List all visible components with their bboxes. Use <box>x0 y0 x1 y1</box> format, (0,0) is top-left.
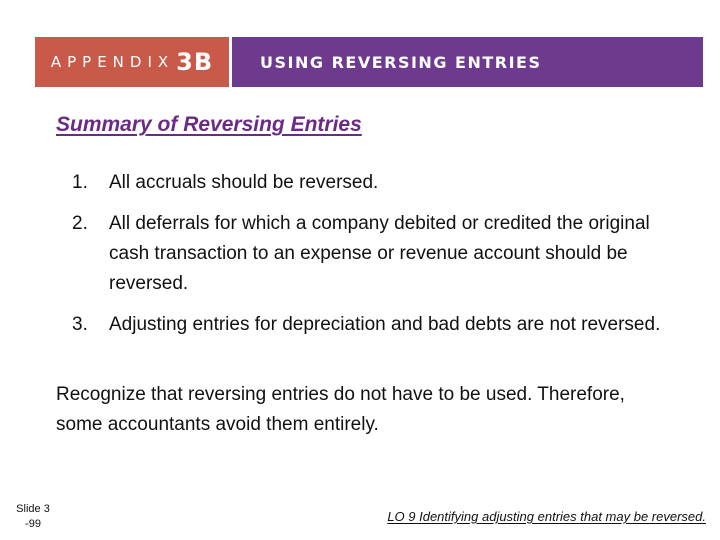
slide-heading: Summary of Reversing Entries <box>56 113 362 136</box>
list-item-number: 1. <box>72 172 88 193</box>
list-item <box>72 209 682 299</box>
list-item-number: 3. <box>72 314 88 335</box>
summary-paragraph: Recognize that reversing entries do not have to be used. Therefore, some accountants avoid them entirely. <box>56 384 625 435</box>
slide-number-value: -99 <box>25 518 41 530</box>
list-item-text: All deferrals for which a company debited or credited the original cash transaction to an expense or revenue account should be reversed. <box>109 213 650 294</box>
learning-objective: LO 9 Identifying adjusting entries that may be reversed. <box>387 509 706 524</box>
summary-list <box>72 168 682 351</box>
list-item-text: All accruals should be reversed. <box>109 172 379 193</box>
appendix-tag <box>35 37 232 87</box>
list-item <box>72 310 682 340</box>
banner-title-block <box>232 37 703 87</box>
banner-title: USING REVERSING ENTRIES <box>260 52 542 72</box>
list-item <box>72 168 682 198</box>
appendix-label: APPENDIX <box>50 53 175 71</box>
appendix-banner <box>35 37 703 87</box>
list-item-text: Adjusting entries for depreciation and bad debts are not reversed. <box>109 314 661 335</box>
appendix-number: 3B <box>176 48 214 76</box>
list-item-number: 2. <box>72 213 88 234</box>
slide-label: Slide 3 <box>16 503 50 515</box>
slide-number <box>12 502 54 532</box>
